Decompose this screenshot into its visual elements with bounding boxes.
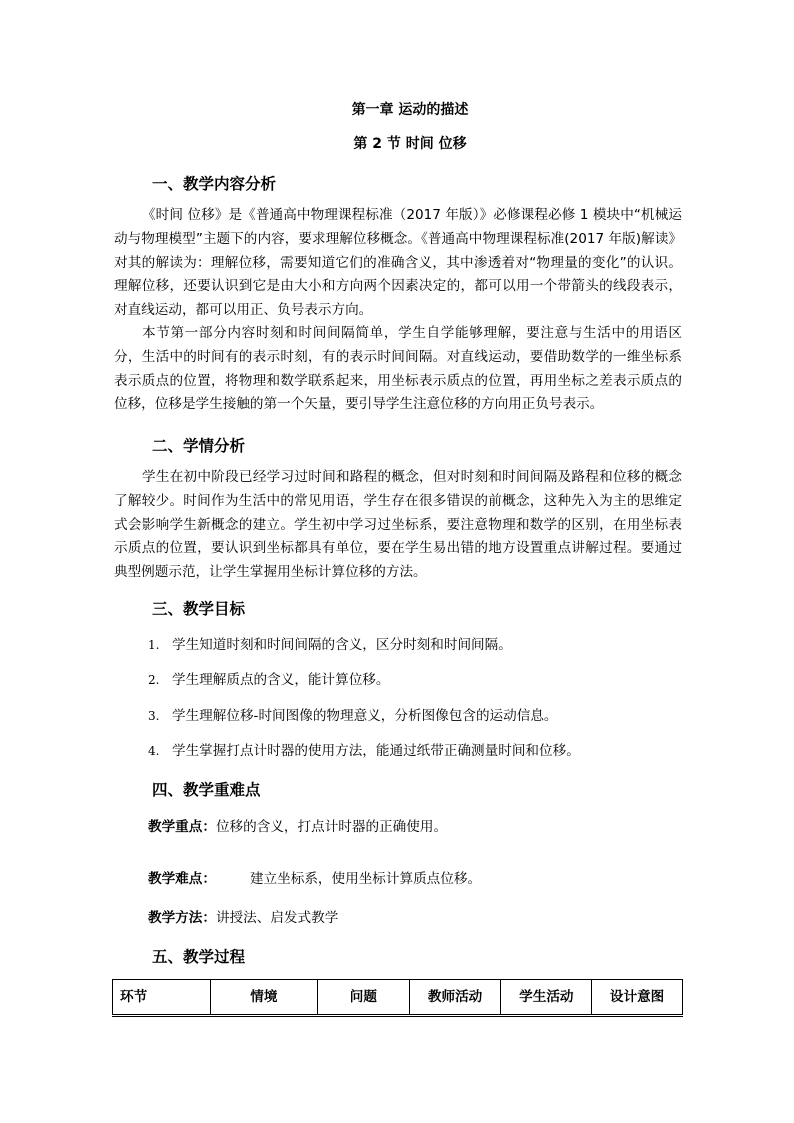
process-table [112, 979, 683, 1017]
teaching-method-text: 讲授法、启发式教学 [215, 910, 339, 926]
heading-process: 五、教学过程 [152, 948, 246, 966]
objective-text: 学生知道时刻和时间间隔的含义，区分时刻和时间间隔。 [172, 637, 512, 653]
objective-item [148, 739, 580, 759]
teaching-difficulty [148, 867, 481, 887]
objective-item [148, 668, 390, 688]
objective-text: 学生理解位移-时间图像的物理意义，分析图像包含的运动信息。 [172, 708, 558, 724]
column-header: 教师活动 [409, 980, 501, 1016]
heading-objectives: 三、教学目标 [152, 600, 246, 618]
teaching-difficulty-text: 建立坐标系，使用坐标计算质点位移。 [249, 871, 482, 887]
teaching-method-label: 教学方法： [148, 910, 216, 926]
heading-content-analysis: 一、教学内容分析 [152, 175, 277, 193]
teaching-focus-text: 位移的含义，打点计时器的正确使用。 [215, 819, 448, 835]
teaching-focus [148, 815, 447, 835]
objective-number: 4. [148, 744, 160, 758]
section-title: 第 2 节 时间 位移 [353, 136, 467, 152]
column-header: 设计意图 [592, 980, 683, 1016]
objective-number: 1. [148, 638, 160, 652]
objective-item [148, 633, 512, 653]
objective-text: 学生理解质点的含义，能计算位移。 [172, 672, 390, 688]
column-header: 情境 [210, 980, 317, 1016]
objective-number: 2. [148, 673, 160, 687]
paragraph-content-analysis-1: 《时间 位移》是《普通高中物理课程标准（2017 年版）》必修课程必修 1 模块中“机械运动与物理模型”主题下的内容，要求理解位移概念。《普通高中物理课程标准(2017 年版)解读》对其的解读为：理解位移，需要知道它们的准确含义，其中渗透着对“物理量的变化”的认识。理解位移，还要认识到它是由大小和方向两个因素决定的，都可以用一个带箭头的线段表示，对直线运动，都可以用正、负号表示方向。 [114, 207, 682, 319]
teaching-method [148, 906, 338, 926]
teaching-focus-label: 教学重点： [148, 819, 216, 835]
heading-learner-analysis: 二、学情分析 [152, 437, 246, 455]
paragraph-content-analysis-2: 本节第一部分内容时刻和时间间隔简单，学生自学能够理解，要注意与生活中的用语区分，生活中的时间有的表示时刻，有的表示时间间隔。对直线运动，要借助数学的一维坐标系表示质点的位置，将物理和数学联系起来，用坐标表示质点的位置，再用坐标之差表示质点的位移，位移是学生接触的第一个矢量，要引导学生注意位移的方向用正负号表示。 [114, 325, 682, 413]
teaching-difficulty-label: 教学难点： [148, 871, 216, 887]
heading-key-points: 四、教学重难点 [152, 781, 261, 799]
paragraph-learner-analysis: 学生在初中阶段已经学习过时间和路程的概念，但对时刻和时间间隔及路程和位移的概念了解较少。时间作为生活中的常见用语，学生存在很多错误的前概念，这种先入为主的思维定式会影响学生新概念的建立。学生初中学习过坐标系，要注意物理和数学的区别，在用坐标表示质点的位置，要认识到坐标都具有单位，要在学生易出错的地方设置重点讲解过程。要通过典型例题示范，让学生掌握用坐标计算位移的方法。 [114, 469, 682, 581]
table-header-row [113, 980, 683, 1016]
objective-text: 学生掌握打点计时器的使用方法，能通过纸带正确测量时间和位移。 [172, 743, 580, 759]
column-header: 学生活动 [501, 980, 592, 1016]
objective-item [148, 704, 558, 724]
column-header: 问题 [318, 980, 410, 1016]
column-header: 环节 [113, 980, 211, 1016]
chapter-title: 第一章 运动的描述 [351, 102, 469, 118]
objective-number: 3. [148, 709, 160, 723]
